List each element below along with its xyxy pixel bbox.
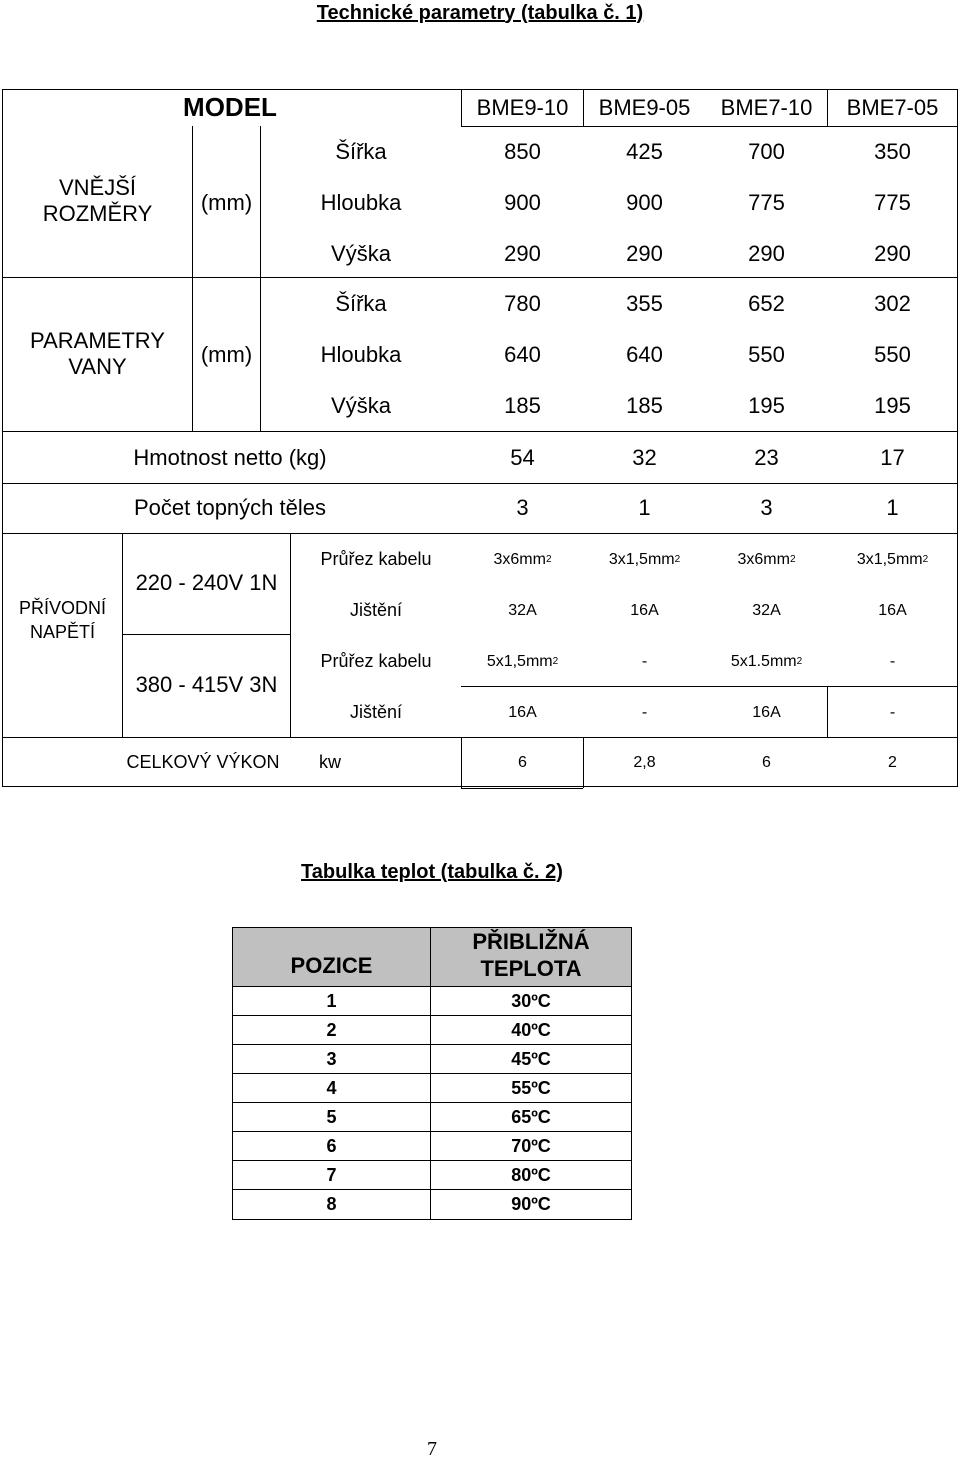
supply-label-line2: NAPĚTÍ — [29, 621, 95, 642]
row-label: Šířka — [335, 290, 387, 316]
table-cell: - — [641, 703, 648, 721]
temperature-cell: 55ºC — [511, 1077, 551, 1098]
temperature-cell: 80ºC — [511, 1164, 551, 1185]
table2-title: Tabulka teplot (tabulka č. 2) — [301, 860, 563, 883]
temperature-header-line1: PŘIBLIŽNÁ — [472, 928, 590, 954]
position-header: POZICE — [290, 953, 373, 978]
table-cell: 195 — [748, 392, 785, 418]
model-header: BME9-10 — [476, 94, 569, 120]
position-cell: 3 — [326, 1048, 337, 1069]
table-cell: 2 — [888, 753, 897, 771]
table-cell: 3 — [760, 495, 773, 520]
table-cell: 5x1.5mm 2 — [730, 652, 803, 670]
model-header: BME9-05 — [598, 94, 691, 120]
position-cell: 7 — [326, 1164, 337, 1185]
row-label: Hloubka — [320, 189, 402, 215]
temperature-cell: 65ºC — [511, 1106, 551, 1127]
table-cell: 290 — [626, 240, 663, 266]
table-cell: 652 — [748, 290, 785, 316]
table-cell: 900 — [626, 189, 663, 215]
table-cell: 290 — [748, 240, 785, 266]
row-label: Hloubka — [320, 341, 402, 367]
row-label: Výška — [331, 240, 391, 266]
table-cell: 16A — [752, 703, 781, 721]
voltage-3n-label: 380 - 415V 3N — [135, 672, 278, 697]
table-cell: 350 — [874, 138, 911, 164]
table-cell: 32A — [752, 601, 781, 619]
temperature-header-line2: TEPLOTA — [480, 956, 582, 981]
heaters-label: Počet topných těles — [133, 495, 326, 520]
table-cell: 550 — [748, 341, 785, 367]
position-cell: 6 — [326, 1135, 337, 1156]
tub-parameters-label-line1: PARAMETRY — [30, 328, 165, 353]
outer-dimensions-label-line2: ROZMĚRY — [42, 201, 153, 226]
table-cell: 54 — [510, 444, 535, 470]
table-cell: 640 — [504, 341, 541, 367]
model-label: MODEL — [183, 92, 277, 122]
voltage-1n-label: 220 - 240V 1N — [135, 570, 278, 595]
fuse-label: Jištění — [349, 600, 403, 620]
temperature-cell: 90ºC — [511, 1194, 551, 1214]
tub-parameters-label-line2: VANY — [68, 354, 127, 379]
table-cell: - — [889, 703, 896, 721]
table-cell: 32 — [632, 444, 657, 470]
table-cell: 850 — [504, 138, 541, 164]
table-cell: 6 — [762, 753, 771, 771]
weight-label: Hmotnost netto (kg) — [133, 444, 327, 470]
table-cell: 2,8 — [633, 753, 656, 771]
table-cell: 17 — [880, 444, 905, 470]
outer-dimensions-label-line1: VNĚJŠÍ — [58, 175, 137, 200]
table-cell: 1 — [638, 495, 651, 520]
position-cell: 2 — [326, 1019, 337, 1040]
position-cell: 1 — [326, 990, 337, 1011]
table-cell: 290 — [504, 240, 541, 266]
table-cell: 355 — [626, 290, 663, 316]
table1-title: Technické parametry (tabulka č. 1) — [316, 1, 644, 24]
table-cell: 23 — [754, 444, 779, 470]
model-header: BME7-10 — [720, 94, 813, 120]
table-cell: 1 — [886, 495, 899, 520]
table-cell: 3x6mm 2 — [737, 550, 796, 568]
table-cell: - — [641, 652, 648, 670]
cable-label: Průřez kabelu — [320, 549, 432, 569]
table-cell: 16A — [630, 601, 659, 619]
temperature-cell: 45ºC — [511, 1048, 551, 1069]
power-unit: kw — [319, 752, 341, 772]
table-cell: 3x1,5mm 2 — [856, 550, 929, 568]
table-cell: 5x1,5mm 2 — [486, 652, 559, 670]
table-cell: 16A — [878, 601, 907, 619]
table-cell: 3x6mm 2 — [493, 550, 552, 568]
table-cell: 900 — [504, 189, 541, 215]
outer-unit: (mm) — [200, 190, 253, 215]
table-cell: 780 — [504, 290, 541, 316]
model-header: BME7-05 — [846, 94, 939, 120]
cable-label: Průřez kabelu — [320, 651, 432, 671]
table-cell: 775 — [874, 189, 911, 215]
supply-label-line1: PŘÍVODNÍ — [18, 597, 106, 618]
table-cell: 550 — [874, 341, 911, 367]
page-number: 7 — [427, 1437, 437, 1460]
tub-unit: (mm) — [200, 342, 253, 367]
table-cell: 425 — [626, 138, 663, 164]
table-cell: 3x1,5mm 2 — [608, 550, 681, 568]
table-cell: 640 — [626, 341, 663, 367]
table-cell: - — [889, 652, 896, 670]
position-cell: 8 — [326, 1194, 337, 1214]
temperature-cell: 30ºC — [511, 990, 551, 1011]
row-label: Šířka — [335, 138, 387, 164]
position-cell: 4 — [326, 1077, 337, 1098]
total-power-label: CELKOVÝ VÝKON — [126, 752, 280, 772]
table-cell: 185 — [504, 392, 541, 418]
table-cell: 6 — [518, 753, 527, 771]
temperature-cell: 40ºC — [511, 1019, 551, 1040]
table-cell: 16A — [508, 703, 537, 721]
table-cell: 32A — [508, 601, 537, 619]
fuse-label: Jištění — [349, 702, 403, 722]
table-cell: 3 — [516, 495, 529, 520]
table-cell: 302 — [874, 290, 911, 316]
table-cell: 775 — [748, 189, 785, 215]
row-label: Výška — [331, 392, 391, 418]
position-cell: 5 — [326, 1106, 337, 1127]
table-cell: 290 — [874, 240, 911, 266]
temperature-cell: 70ºC — [511, 1135, 551, 1156]
table-cell: 185 — [626, 392, 663, 418]
table-cell: 700 — [748, 138, 785, 164]
table-cell: 195 — [874, 392, 911, 418]
